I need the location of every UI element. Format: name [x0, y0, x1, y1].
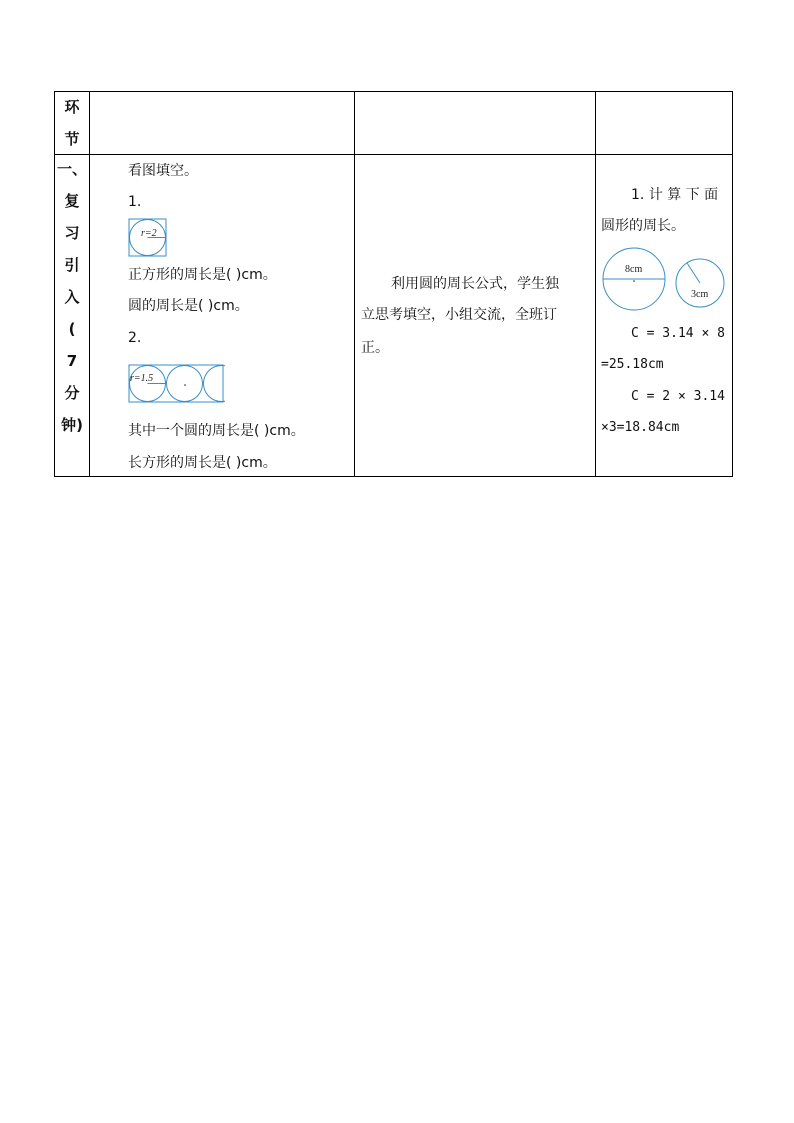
q2-circle-2	[167, 366, 203, 402]
header-char: 节	[64, 130, 80, 148]
q1-circle-square-figure	[128, 218, 168, 258]
stage-char: 7	[66, 352, 78, 370]
stage-char: 钟)	[61, 416, 83, 434]
stage-char: 一、	[56, 160, 87, 178]
activity-text-line: 立思考填空，小组交流，全班订	[361, 307, 557, 323]
exercise-calc1-result: =25.18cm	[601, 357, 664, 372]
exercise-circles-figure	[601, 245, 729, 315]
content-column	[128, 92, 353, 478]
intro-text: 看图填空。	[128, 163, 198, 179]
stage-char: 复	[64, 192, 80, 210]
exercise-circle2-label: 3cm	[691, 289, 709, 300]
q2-three-circles-figure	[128, 364, 225, 404]
header-stage-label	[55, 97, 89, 149]
column-divider-2	[354, 92, 355, 476]
stage-char: 习	[64, 224, 80, 242]
exercise-title-cont: 圆形的周长。	[601, 218, 685, 234]
stage-char: 引	[64, 256, 80, 274]
exercise-radius-line	[687, 263, 700, 283]
q2-rectangle-perimeter-blank: 长方形的周长是( )cm。	[128, 455, 277, 471]
q1-number: 1.	[128, 194, 142, 210]
activity-text-line: 正。	[361, 340, 389, 356]
exercise-circle1-center	[633, 280, 635, 282]
exercise-calc1: C = 3.14 × 8	[631, 326, 725, 341]
exercise-title: 1. 计 算 下 面	[631, 187, 719, 203]
lesson-table	[54, 91, 733, 477]
stage-char: 入	[64, 288, 80, 306]
q1-figure-label: r=2	[141, 228, 157, 239]
exercise-calc2-result: ×3=18.84cm	[601, 420, 680, 435]
q2-center-dot	[184, 384, 186, 386]
column-divider-3	[595, 92, 596, 476]
header-char: 环	[64, 98, 80, 116]
exercise-column	[601, 92, 731, 478]
q2-number: 2.	[128, 330, 142, 346]
q1-circle-circumference-blank: 圆的周长是( )cm。	[128, 298, 249, 314]
column-divider-1	[89, 92, 90, 476]
exercise-calc2: C = 2 × 3.14	[631, 389, 725, 404]
stage-char: 分	[64, 384, 80, 402]
stage-label	[55, 159, 89, 447]
q2-figure-label: r=1.5	[130, 373, 154, 384]
activity-text-line: 利用圆的周长公式，学生独	[391, 276, 559, 292]
exercise-circle1-label: 8cm	[625, 264, 643, 275]
q1-square-perimeter-blank: 正方形的周长是( )cm。	[128, 267, 277, 283]
q2-circle-circumference-blank: 其中一个圆的周长是( )cm。	[128, 423, 305, 439]
activity-column	[361, 92, 593, 478]
q2-circle-3	[204, 366, 226, 402]
stage-char: (	[68, 320, 76, 338]
